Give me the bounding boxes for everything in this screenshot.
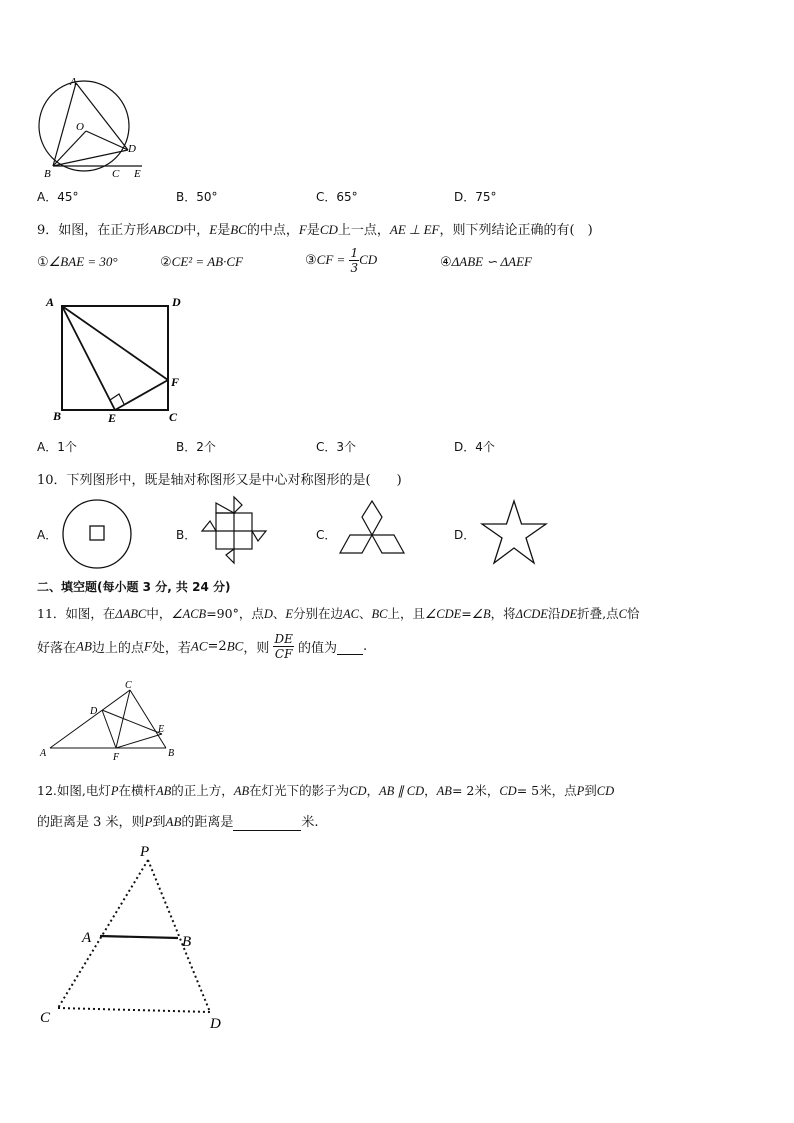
- q8-option-c[interactable]: C．65°: [316, 190, 358, 204]
- q9-statement-1: ①∠BAE = 30°: [37, 254, 118, 270]
- q11-label-c: C: [125, 680, 132, 691]
- q8-option-d[interactable]: D．75°: [454, 190, 497, 204]
- section-2-title: 二、填空题(每小题 3 分, 共 24 分): [37, 580, 231, 594]
- q9-label-d: D: [172, 295, 181, 309]
- q9-square-figure: [40, 290, 190, 430]
- q10-option-a-circle-square-icon[interactable]: [60, 497, 134, 571]
- q12-label-b: B: [182, 934, 192, 950]
- q8-option-b[interactable]: B．50°: [176, 190, 218, 204]
- q8-label-a: A: [70, 76, 77, 88]
- q8-circle-figure: [30, 76, 160, 182]
- q8-label-e: E: [134, 168, 141, 180]
- q11-triangle-figure: [36, 678, 186, 764]
- q8-label-c: C: [112, 168, 120, 180]
- q10-option-d-label[interactable]: D．: [454, 528, 476, 542]
- q10-option-a-label[interactable]: A．: [37, 528, 58, 542]
- q10-stem: 10．下列图形中，既是轴对称图形又是中心对称图形的是( ): [37, 473, 402, 488]
- q12-lamp-shadow-figure: [30, 836, 240, 1036]
- q11-fraction-de-over-cf: $\frac{DE}{CF}$: [274, 632, 293, 661]
- q8-option-a[interactable]: A．45°: [37, 190, 79, 204]
- q9-label-b: B: [53, 409, 62, 423]
- q10-option-d-star-icon[interactable]: [478, 497, 550, 569]
- q9-statement-2: ②CE² = AB·CF: [160, 254, 243, 270]
- q8-label-o: O: [76, 121, 84, 133]
- q9-statement-4: ④ΔABE ∽ ΔAEF: [440, 254, 532, 270]
- q9-label-e: E: [108, 411, 117, 425]
- q11-label-f: F: [113, 752, 120, 763]
- q12-label-d: D: [210, 1016, 221, 1032]
- q9-option-d[interactable]: D．4个: [454, 440, 495, 454]
- q9-option-c[interactable]: C．3个: [316, 440, 357, 454]
- q10-option-c-three-diamonds-icon[interactable]: [336, 497, 408, 561]
- q10-option-c-label[interactable]: C．: [316, 528, 337, 542]
- q12-label-a: A: [82, 930, 92, 946]
- q11-label-b: B: [168, 748, 175, 759]
- q9-label-f: F: [171, 375, 180, 389]
- q9-label-a: A: [46, 295, 55, 309]
- q9-option-a[interactable]: A．1个: [37, 440, 77, 454]
- q12-label-p: P: [140, 844, 150, 860]
- q11-stem-line-2: 好落在AB边上的点F处，若AC=2BC，则 $\frac{DE}{CF}$ 的值为 .: [37, 632, 368, 661]
- q11-label-e: E: [158, 724, 165, 735]
- q11-label-d: D: [90, 706, 98, 717]
- q12-answer-blank[interactable]: [233, 815, 301, 831]
- q9-option-b[interactable]: B．2个: [176, 440, 216, 454]
- q12-stem-line-1: 12.如图,电灯P在横杆AB的正上方，AB在灯光下的影子为CD，AB ∥ CD，AB= 2米，CD= 5米，点P到CD: [37, 783, 615, 798]
- q11-answer-blank[interactable]: [337, 639, 363, 655]
- q10-option-b-pinwheel-icon[interactable]: [198, 495, 270, 567]
- q8-label-d: D: [128, 143, 136, 155]
- q9-statement-3: ③CF = $\frac{1}{3}$ CD: [305, 246, 378, 275]
- q9-fraction-one-third: $\frac{1}{3}$: [350, 246, 359, 275]
- q12-stem-line-2: 的距离是 3 米，则P到AB的距离是 米.: [37, 814, 319, 830]
- q8-label-b: B: [44, 168, 51, 180]
- q11-stem-line-1: 11．如图，在ΔABC中，∠ACB=90°，点D、E分别在边AC、BC上，且∠CDE=∠B，将ΔCDE沿DE折叠,点C恰: [37, 606, 640, 621]
- q9-stem: 9．如图，在正方形ABCD中，E是BC的中点，F是CD上一点，AE ⊥ EF，则下列结论正确的有( ): [37, 222, 593, 238]
- q12-label-c: C: [40, 1010, 51, 1026]
- q10-option-b-label[interactable]: B．: [176, 528, 197, 542]
- q9-label-c: C: [169, 410, 178, 424]
- q11-label-a: A: [40, 748, 47, 759]
